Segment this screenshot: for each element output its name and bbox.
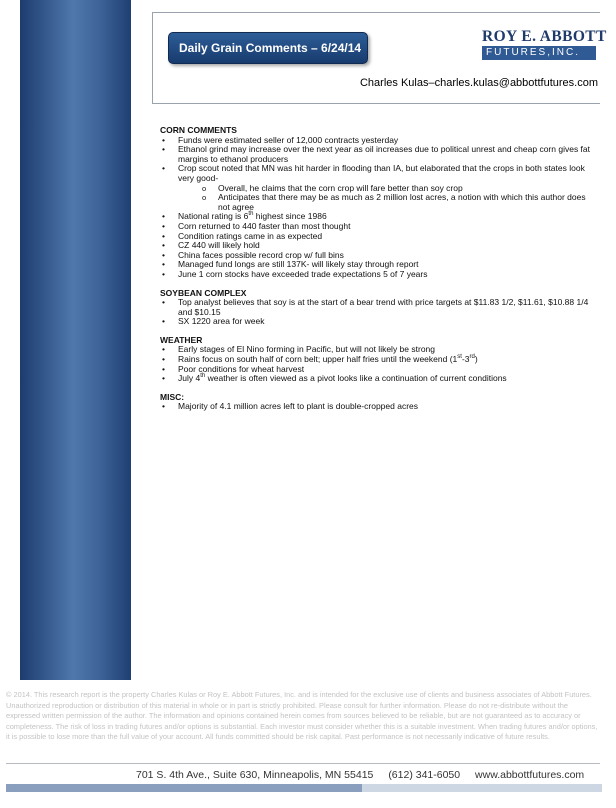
list-item: • Funds were estimated seller of 12,000 contracts yesterday <box>160 136 592 146</box>
legal-disclaimer: © 2014. This research report is the property Charles Kulas or Roy E. Abbott Futures, Inc. and is intended for the exclusive use of clients and business associates of Abbott Futures. Unauthorized reproduction or distribution of this material in whole or in part is strictly prohibited. Please consult for further information. Please do not re-distribute without the expressed written permission of the author. The information and opinions contained herein comes from sources believed to be reliable, but are not guaranteed as to accuracy or completeness. The risk of loss in trading futures and/or options is substantial. Each investor must consider whether this is a suitable investment. When trading futures and/or options, it is possible to lose more than the full value of your account. All funds committed should be risk capital. Past performance is not necessarily indicative of future results. <box>6 690 598 741</box>
footer-website[interactable]: www.abbottfutures.com <box>475 769 585 781</box>
misc-list <box>160 402 592 412</box>
list-item: • Condition ratings came in as expected <box>160 232 592 242</box>
report-body <box>160 126 592 412</box>
author-contact: Charles Kulas–charles.kulas@abbottfutures.com <box>359 77 598 89</box>
sidebar-panel <box>20 0 131 680</box>
list-item: • CZ 440 will likely hold <box>160 241 592 251</box>
list-item: • Crop scout noted that MN was hit harder in flooding than IA, but elaborated that the crops in both states look very good- <box>160 164 592 183</box>
list-item: • Majority of 4.1 million acres left to plant is double-cropped acres <box>160 402 592 412</box>
rains-mid: -3 <box>461 354 470 365</box>
rating-text: National rating is 6 <box>178 211 249 222</box>
weather-list <box>160 345 592 383</box>
list-item: • Poor conditions for wheat harvest <box>160 365 592 375</box>
soybean-list <box>160 298 592 327</box>
report-title <box>168 32 368 64</box>
footer-bar-dark <box>6 784 362 792</box>
list-item: • Early stages of El Nino forming in Pacific, but will not likely be strong <box>160 345 592 355</box>
july-text-end: weather is often viewed as a pivot looks like a continuation of current conditions <box>205 373 507 384</box>
report-title-text: Daily Grain Comments – 6/24/14 <box>179 41 362 55</box>
soybean-heading: SOYBEAN COMPLEX <box>160 287 247 298</box>
list-item: • Corn returned to 440 faster than most thought <box>160 222 592 232</box>
footer-bar-light <box>362 784 602 792</box>
rains-text: Rains focus on south half of corn belt; upper half fries until the weekend (1 <box>178 354 458 365</box>
rains-sup-2: rd <box>469 354 475 361</box>
company-logo <box>482 28 607 63</box>
list-item: • June 1 corn stocks have exceeded trade expectations 5 of 7 years <box>160 270 592 280</box>
rains-sup-1: st <box>457 354 462 361</box>
rains-end: ) <box>474 354 478 365</box>
logo-name: ROY E. ABBOTT <box>482 28 607 45</box>
sub-list-item: o Overall, he claims that the corn crop will fare better than soy crop <box>160 184 592 194</box>
rating-sup: th <box>248 211 254 218</box>
footer-divider <box>6 763 600 764</box>
footer-phone: (612) 341-6050 <box>388 769 461 781</box>
list-item: • Top analyst believes that soy is at the start of a bear trend with price targets at $11.83 1/2, $11.61, $10.88 1/4 and $10.15 <box>160 298 592 317</box>
header-divider-top <box>152 12 600 13</box>
corn-heading: CORN COMMENTS <box>160 125 237 135</box>
rating-text-end: highest since 1986 <box>253 211 327 222</box>
july-text: July 4 <box>178 373 201 384</box>
july-sup: th <box>200 373 206 380</box>
header-divider-bottom <box>152 103 600 104</box>
footer <box>136 769 600 781</box>
list-item <box>160 374 592 384</box>
list-item: • SX 1220 area for week <box>160 317 592 327</box>
list-item: • Ethanol grind may increase over the next year as oil increases due to political unrest and cheap corn gives fat margins to ethanol producers <box>160 145 592 164</box>
list-item: • Managed fund longs are still 137K- will likely stay through report <box>160 260 592 270</box>
footer-address: 701 S. 4th Ave., Suite 630, Minneapolis, MN 55415 <box>136 769 374 781</box>
misc-heading: MISC: <box>160 391 185 402</box>
weather-heading: WEATHER <box>160 334 203 345</box>
list-item: • China faces possible record crop w/ full bins <box>160 251 592 261</box>
corn-list <box>160 136 592 280</box>
logo-subtitle: FUTURES,INC. <box>482 46 596 60</box>
sub-list-item: o Anticipates that there may be as much as 2 million lost acres, a notion with which this author does not agree <box>160 193 592 212</box>
header-divider-vertical <box>152 12 153 104</box>
